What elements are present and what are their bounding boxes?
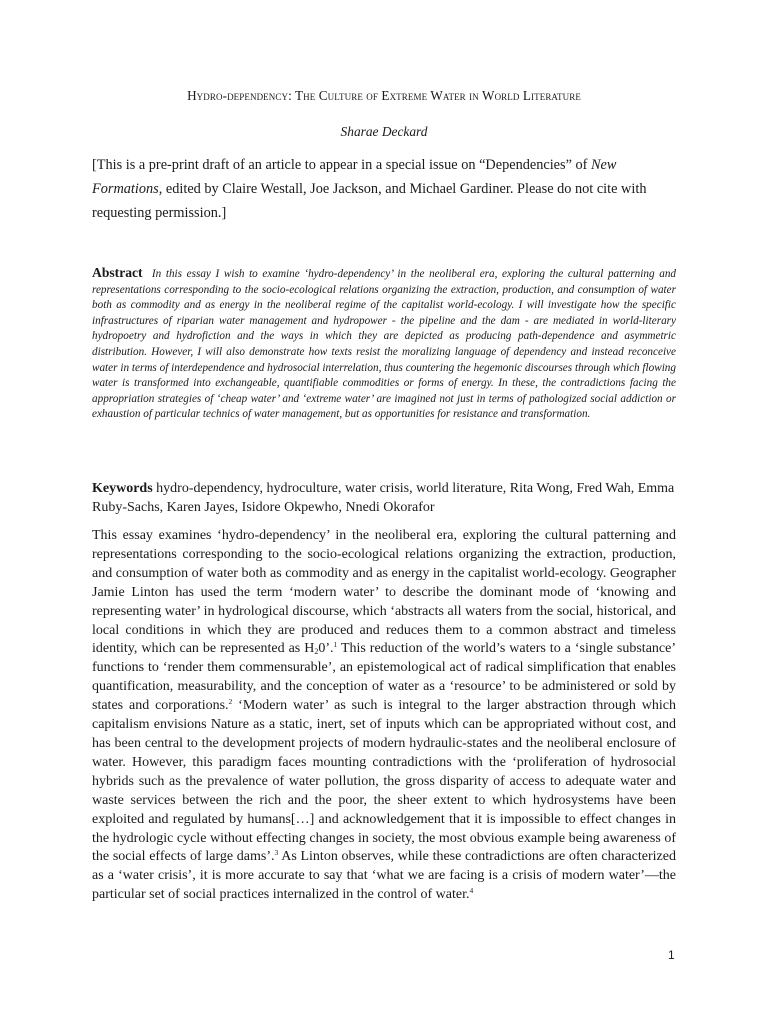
note-text-2: , edited by Claire Westall, Joe Jackson, and Michael Gardiner. Please do not cite with requesting permission.] — [92, 181, 647, 221]
abstract-text: In this essay I wish to examine ‘hydro-dependency’ in the neoliberal era, exploring the cultural patterning and representations corresponding to the socio-ecological relations organizing the extraction, production, and consumption of water both as commodity and as energy in the neoliberal regime of the capitalist world-ecology. I will investigate how the specific infrastructures of riparian water management and hydropower - the pipeline and the dam - are mediated in world-literary hydropoetry and hydrofiction and the ways in which they are depicted as producing path-dependence and asymmetric distribution. However, I will also demonstrate how texts resist the moralizing language of dependency and instead reconceive water in terms of interdependence and hydrosocial interrelation, thus countering the hegemonic discourses through which flowing water is transformed into exchangeable, quantifiable commodities or forms of energy. In these, the contradictions facing the appropriation strategies of ‘cheap water’ and ‘extreme water’ are imagined not just in terms of pathologized social addiction or exhaustion of particular technics of water management, but as opportunities for resistance and transformation. — [92, 268, 677, 421]
footnote-ref-4[interactable]: 4 — [469, 886, 474, 896]
page-number: 1 — [668, 948, 675, 962]
body-text-1: This essay examines ‘hydro-dependency’ in the neoliberal era, exploring the cultural patterning and representations corresponding to the socio-ecological relations organizing the extraction, production, and consumption of water both as commodity and as energy in the capitalist world-ecology. Geographer Jamie Linton has used the term ‘modern water’ to describe the dominant mode of ‘knowing and representing water’ in hydrological discourse, which ‘abstracts all waters from the social, historical, and local conditions in which they are produced and reduces them to a common abstract and timeless identity, which can be represented as H — [92, 528, 676, 657]
body-paragraph — [92, 527, 676, 905]
document-page — [92, 0, 676, 1024]
keywords-text: hydro-dependency, hydroculture, water crisis, world literature, Rita Wong, Fred Wah, Emma Ruby-Sachs, Karen Jayes, Isidore Okpewho, Nnedi Okorafor — [92, 481, 675, 515]
body-text-3: This reduction of the world’s waters to a ‘single substance’ functions to ‘render them commensurable’, an epistemological act of radical simplification that enables quantification, measurability, and the conception of water as a ‘resource’ to be administered or sold by states and corporations. — [92, 641, 676, 714]
abstract-label: Abstract — [92, 265, 143, 280]
preprint-note — [92, 153, 676, 225]
article-title: Hydro-dependency: The Culture of Extreme Water in World Literature — [187, 88, 581, 103]
keywords — [92, 479, 676, 517]
journal-name: New Formations — [92, 157, 617, 197]
abstract — [92, 265, 676, 423]
footnote-ref-2[interactable]: 2 — [228, 697, 233, 707]
subscript-2: 2 — [314, 647, 319, 657]
footnote-ref-3[interactable]: 3 — [274, 848, 279, 858]
body-text-5: As Linton observes, while these contradictions are often characterized as a ‘water crisis’, it is more accurate to say that ‘what we are facing is a crisis of modern water’—the particular set of social practices internalized in the control of water. — [92, 849, 676, 903]
keywords-label: Keywords — [92, 481, 153, 496]
note-text-1: [This is a pre-print draft of an article to appear in a special issue on “Dependencies” of — [92, 157, 591, 173]
author-name: Sharae Deckard — [340, 124, 428, 139]
footnote-ref-1[interactable]: 1 — [333, 640, 338, 650]
body-text-2: 0’. — [318, 641, 334, 657]
body-text-4: ‘Modern water’ as such is integral to the larger abstraction through which capitalism envisions Nature as a static, inert, set of inputs which can be appropriated without cost, and has been central to the development projects of modern hydraulic-states and the neoliberal enclosure of water. However, this paradigm faces mounting contradictions with the ‘proliferation of hydrosocial hybrids such as the prevalence of water pollution, the gross disparity of access to adequate water and waste services between the rich and the poor, the sheer extent to which hydrosystems have been exploited and regulated by humans[…] and acknowledgement that it is impossible to effect changes in the hydrologic cycle without effecting changes in society, the most obvious example being awareness of the social effects of large dams’. — [92, 698, 676, 865]
